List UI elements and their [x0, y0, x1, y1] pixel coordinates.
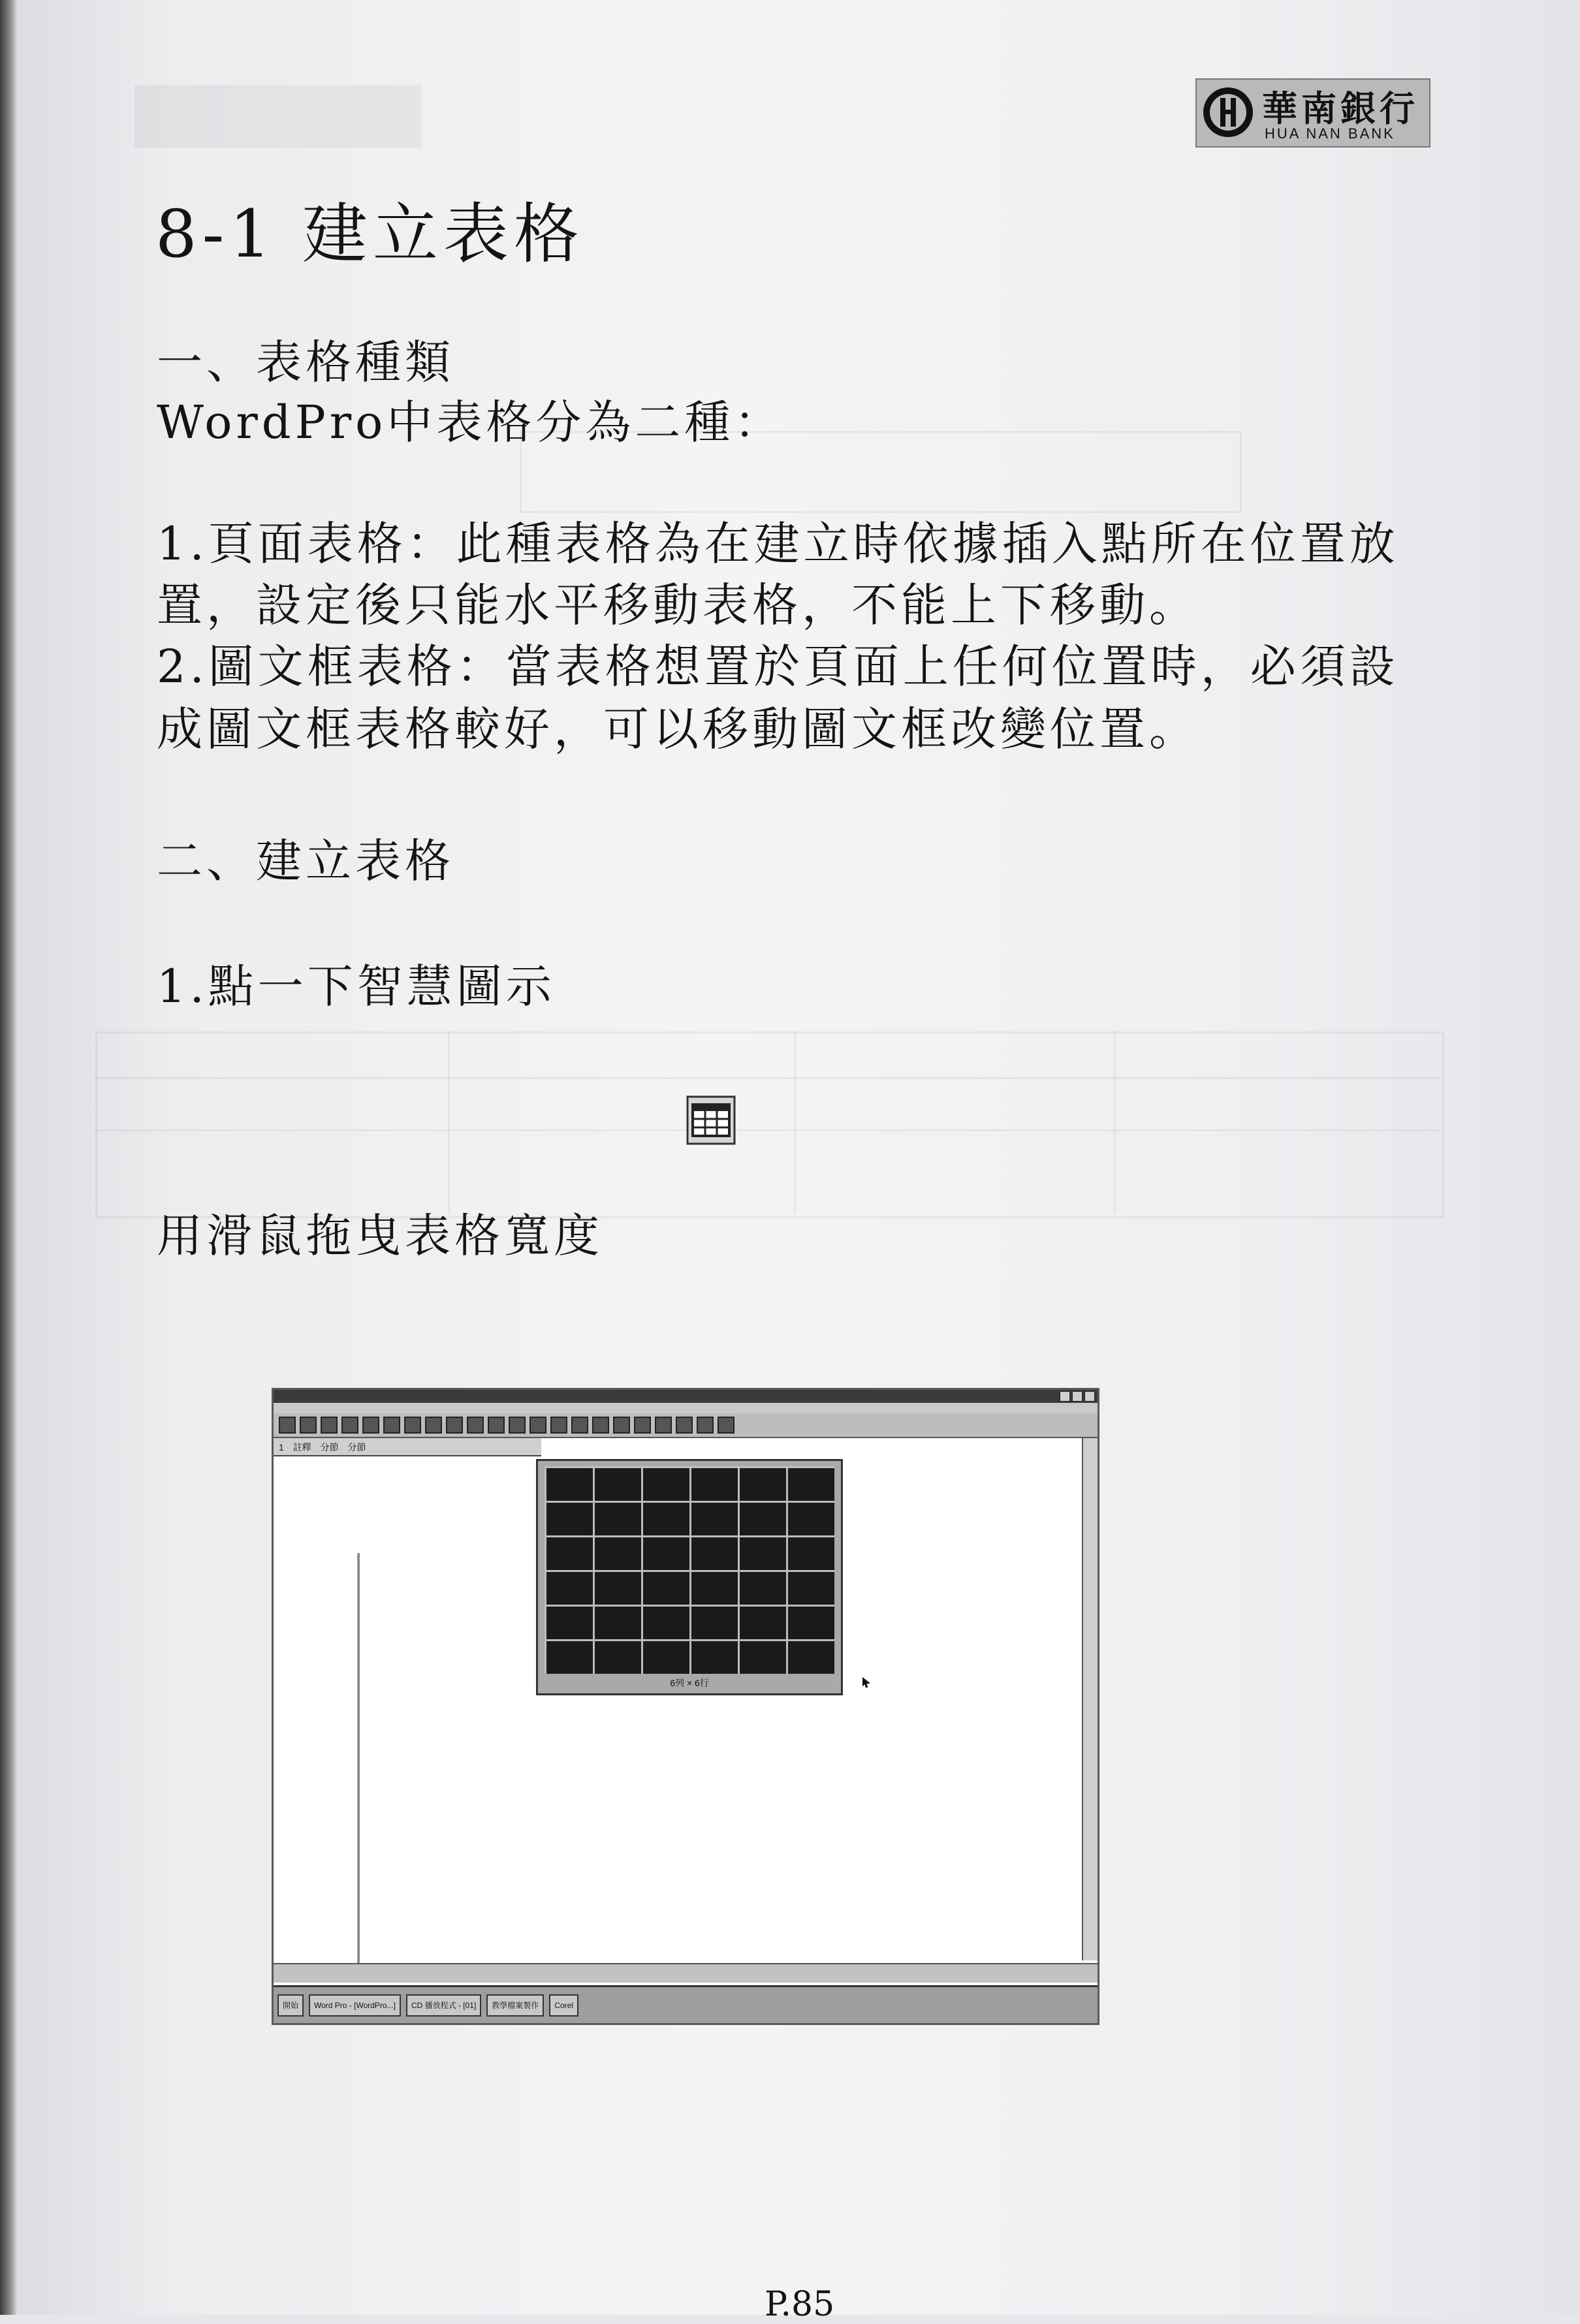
maximize-icon: [1072, 1391, 1082, 1402]
step-click-smarticon: 1.點一下智慧圖示: [157, 960, 556, 1013]
toolbar-icon: [404, 1417, 421, 1434]
toolbar-icon: [425, 1417, 442, 1434]
screenshot-menubar: [274, 1403, 1098, 1414]
bleed-through-table-large: [95, 1031, 1444, 1218]
toolbar-icon: [341, 1417, 358, 1434]
table-size-picker: [536, 1459, 843, 1695]
taskbar-item: Corel: [549, 1994, 578, 2017]
toolbar-icon: [362, 1417, 379, 1434]
bleed-through-block: [134, 85, 422, 148]
bleed-through-line: [95, 1077, 1440, 1079]
toolbar-icon: [676, 1417, 693, 1434]
frame-table-line-1: 2.圖文框表格：當表格想置於頁面上任何位置時，必須設: [157, 640, 1399, 693]
toolbar-icon: [279, 1417, 296, 1434]
toolbar-icon: [446, 1417, 463, 1434]
taskbar-item: CD 播放程式 - [01]: [406, 1994, 481, 2017]
division-tab: 註釋: [292, 1442, 311, 1452]
table-smarticon-icon: [686, 1095, 736, 1145]
toolbar-icon: [613, 1417, 630, 1434]
toolbar-icon: [718, 1417, 735, 1434]
table-size-label: 6列 × 6行: [670, 1678, 709, 1688]
bank-name-english: HUA NAN BANK: [1265, 125, 1395, 142]
toolbar-icon: [697, 1417, 714, 1434]
bleed-through-line: [95, 1129, 1440, 1131]
mouse-pointer-icon: [862, 1677, 870, 1688]
wordpro-screenshot: [272, 1388, 1099, 2025]
close-icon: [1084, 1391, 1095, 1402]
table-size-grid: [545, 1466, 834, 1674]
window-controls: [1060, 1391, 1095, 1402]
screenshot-titlebar: [274, 1390, 1098, 1403]
step-drag-width: 用滑鼠拖曳表格寬度: [157, 1209, 603, 1263]
section-title-types: 一、表格種類: [157, 336, 454, 389]
binding-edge: [0, 0, 17, 2315]
toolbar-icon: [488, 1417, 505, 1434]
screenshot-smarticon-bar: [274, 1413, 1098, 1438]
chapter-heading: 8-1 建立表格: [155, 196, 584, 272]
toolbar-icon: [509, 1417, 526, 1434]
toolbar-icon: [321, 1417, 338, 1434]
screenshot-statusbar: [274, 1963, 1098, 1983]
bank-name-chinese: 華南銀行: [1262, 87, 1419, 129]
toolbar-icon: [571, 1417, 588, 1434]
types-intro: WordPro中表格分為二種：: [157, 396, 784, 449]
screenshot-taskbar: [274, 1985, 1098, 2023]
taskbar-item: Word Pro - [WordPro...]: [309, 1994, 401, 2017]
toolbar-icon: [529, 1417, 546, 1434]
toolbar-icon: [634, 1417, 651, 1434]
screenshot-page-margin: [357, 1553, 360, 1964]
bleed-through-line: [448, 1031, 450, 1214]
frame-table-line-2: 成圖文框表格較好，可以移動圖文框改變位置。: [157, 702, 1199, 756]
page-table-line-1: 1.頁面表格：此種表格為在建立時依據插入點所在位置放: [157, 517, 1399, 571]
document-page: [17, 0, 1580, 2324]
bleed-through-line: [1114, 1031, 1116, 1214]
toolbar-icon: [383, 1417, 400, 1434]
screenshot-scrollbar: [1082, 1438, 1098, 1960]
bank-logo: [1195, 78, 1430, 148]
division-tab: 1: [279, 1442, 284, 1452]
toolbar-icon: [300, 1417, 317, 1434]
minimize-icon: [1060, 1391, 1070, 1402]
screenshot-division-tabs: [274, 1438, 541, 1456]
page-table-line-2: 置，設定後只能水平移動表格，不能上下移動。: [157, 578, 1199, 632]
division-tab: 分節: [347, 1442, 366, 1452]
section-title-create: 二、建立表格: [157, 834, 454, 888]
taskbar-item: 教學檔案製作: [486, 1994, 544, 2017]
bleed-through-line: [794, 1031, 796, 1214]
toolbar-icon: [467, 1417, 484, 1434]
taskbar-start: 開始: [277, 1994, 304, 2017]
toolbar-icon: [592, 1417, 609, 1434]
bank-emblem-icon: [1201, 85, 1256, 140]
toolbar-icon: [550, 1417, 567, 1434]
toolbar-icon: [655, 1417, 672, 1434]
page-number: P.85: [765, 2285, 835, 2324]
division-tab: 分節: [320, 1442, 339, 1452]
